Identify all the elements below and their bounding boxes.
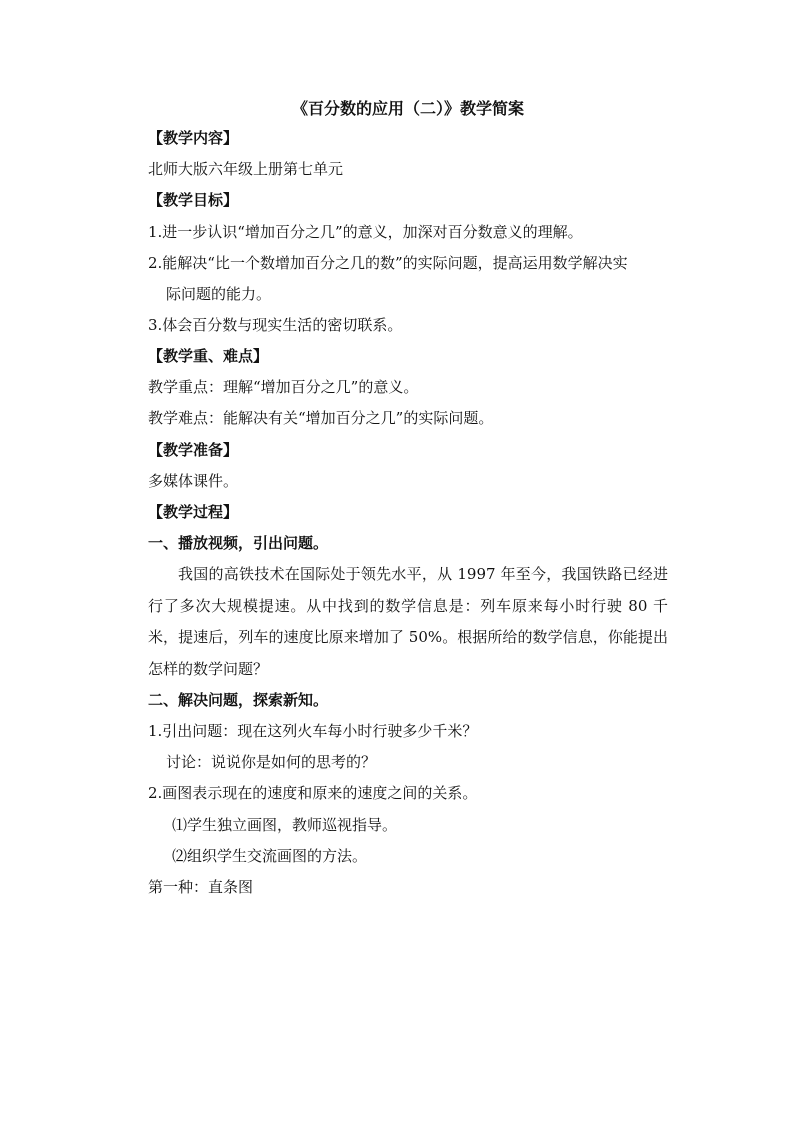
step2-item-1: 1.引出问题：现在这列火车每小时行驶多少千米？	[148, 722, 478, 740]
section-heading-keypoints: 【教学重、难点】	[148, 347, 269, 365]
difficulty-text: 教学难点：能解决有关“增加百分之几”的实际问题。	[148, 409, 494, 427]
step2-subitem-2: ⑵组织学生交流画图的方法。	[172, 847, 368, 865]
step2-method-1: 第一种：直条图	[148, 878, 254, 896]
section-heading-process: 【教学过程】	[148, 503, 239, 521]
goal-item-2-line2: 际问题的能力。	[166, 285, 272, 303]
step2-item-2: 2.画图表示现在的速度和原来的速度之间的关系。	[148, 784, 478, 802]
goal-item-1: 1.进一步认识“增加百分之几”的意义，加深对百分数意义的理解。	[148, 223, 583, 241]
prep-text: 多媒体课件。	[148, 472, 239, 490]
step1-heading: 一、播放视频，引出问题。	[148, 534, 329, 552]
section-heading-content: 【教学内容】	[148, 129, 239, 147]
goal-item-2-line1: 2.能解决“比一个数增加百分之几的数”的实际问题，提高运用数学解决实	[148, 254, 628, 272]
keypoint-text: 教学重点：理解“增加百分之几”的意义。	[148, 378, 419, 396]
step2-heading: 二、解决问题，探索新知。	[148, 691, 329, 709]
goal-item-3: 3.体会百分数与现实生活的密切联系。	[148, 316, 403, 334]
step2-discussion: 讨论：说说你是如何的思考的？	[166, 753, 377, 771]
section-heading-goals: 【教学目标】	[148, 191, 239, 209]
step1-paragraph: 我国的高铁技术在国际处于领先水平，从 1997 年至今，我国铁路已经进行了多次大规模提速。从中找到的数学信息是：列车原来每小时行驶 80 千米，提速后，列车的速度比原来增加了 50%。根据所给的数学信息，你能提出怎样的数学问题？	[148, 565, 668, 678]
step2-subitem-1: ⑴学生独立画图，教师巡视指导。	[172, 816, 398, 834]
section-heading-prep: 【教学准备】	[148, 441, 239, 459]
document-title: 《百分数的应用（二）》教学简案	[291, 99, 524, 118]
content-text: 北师大版六年级上册第七单元	[148, 160, 344, 178]
